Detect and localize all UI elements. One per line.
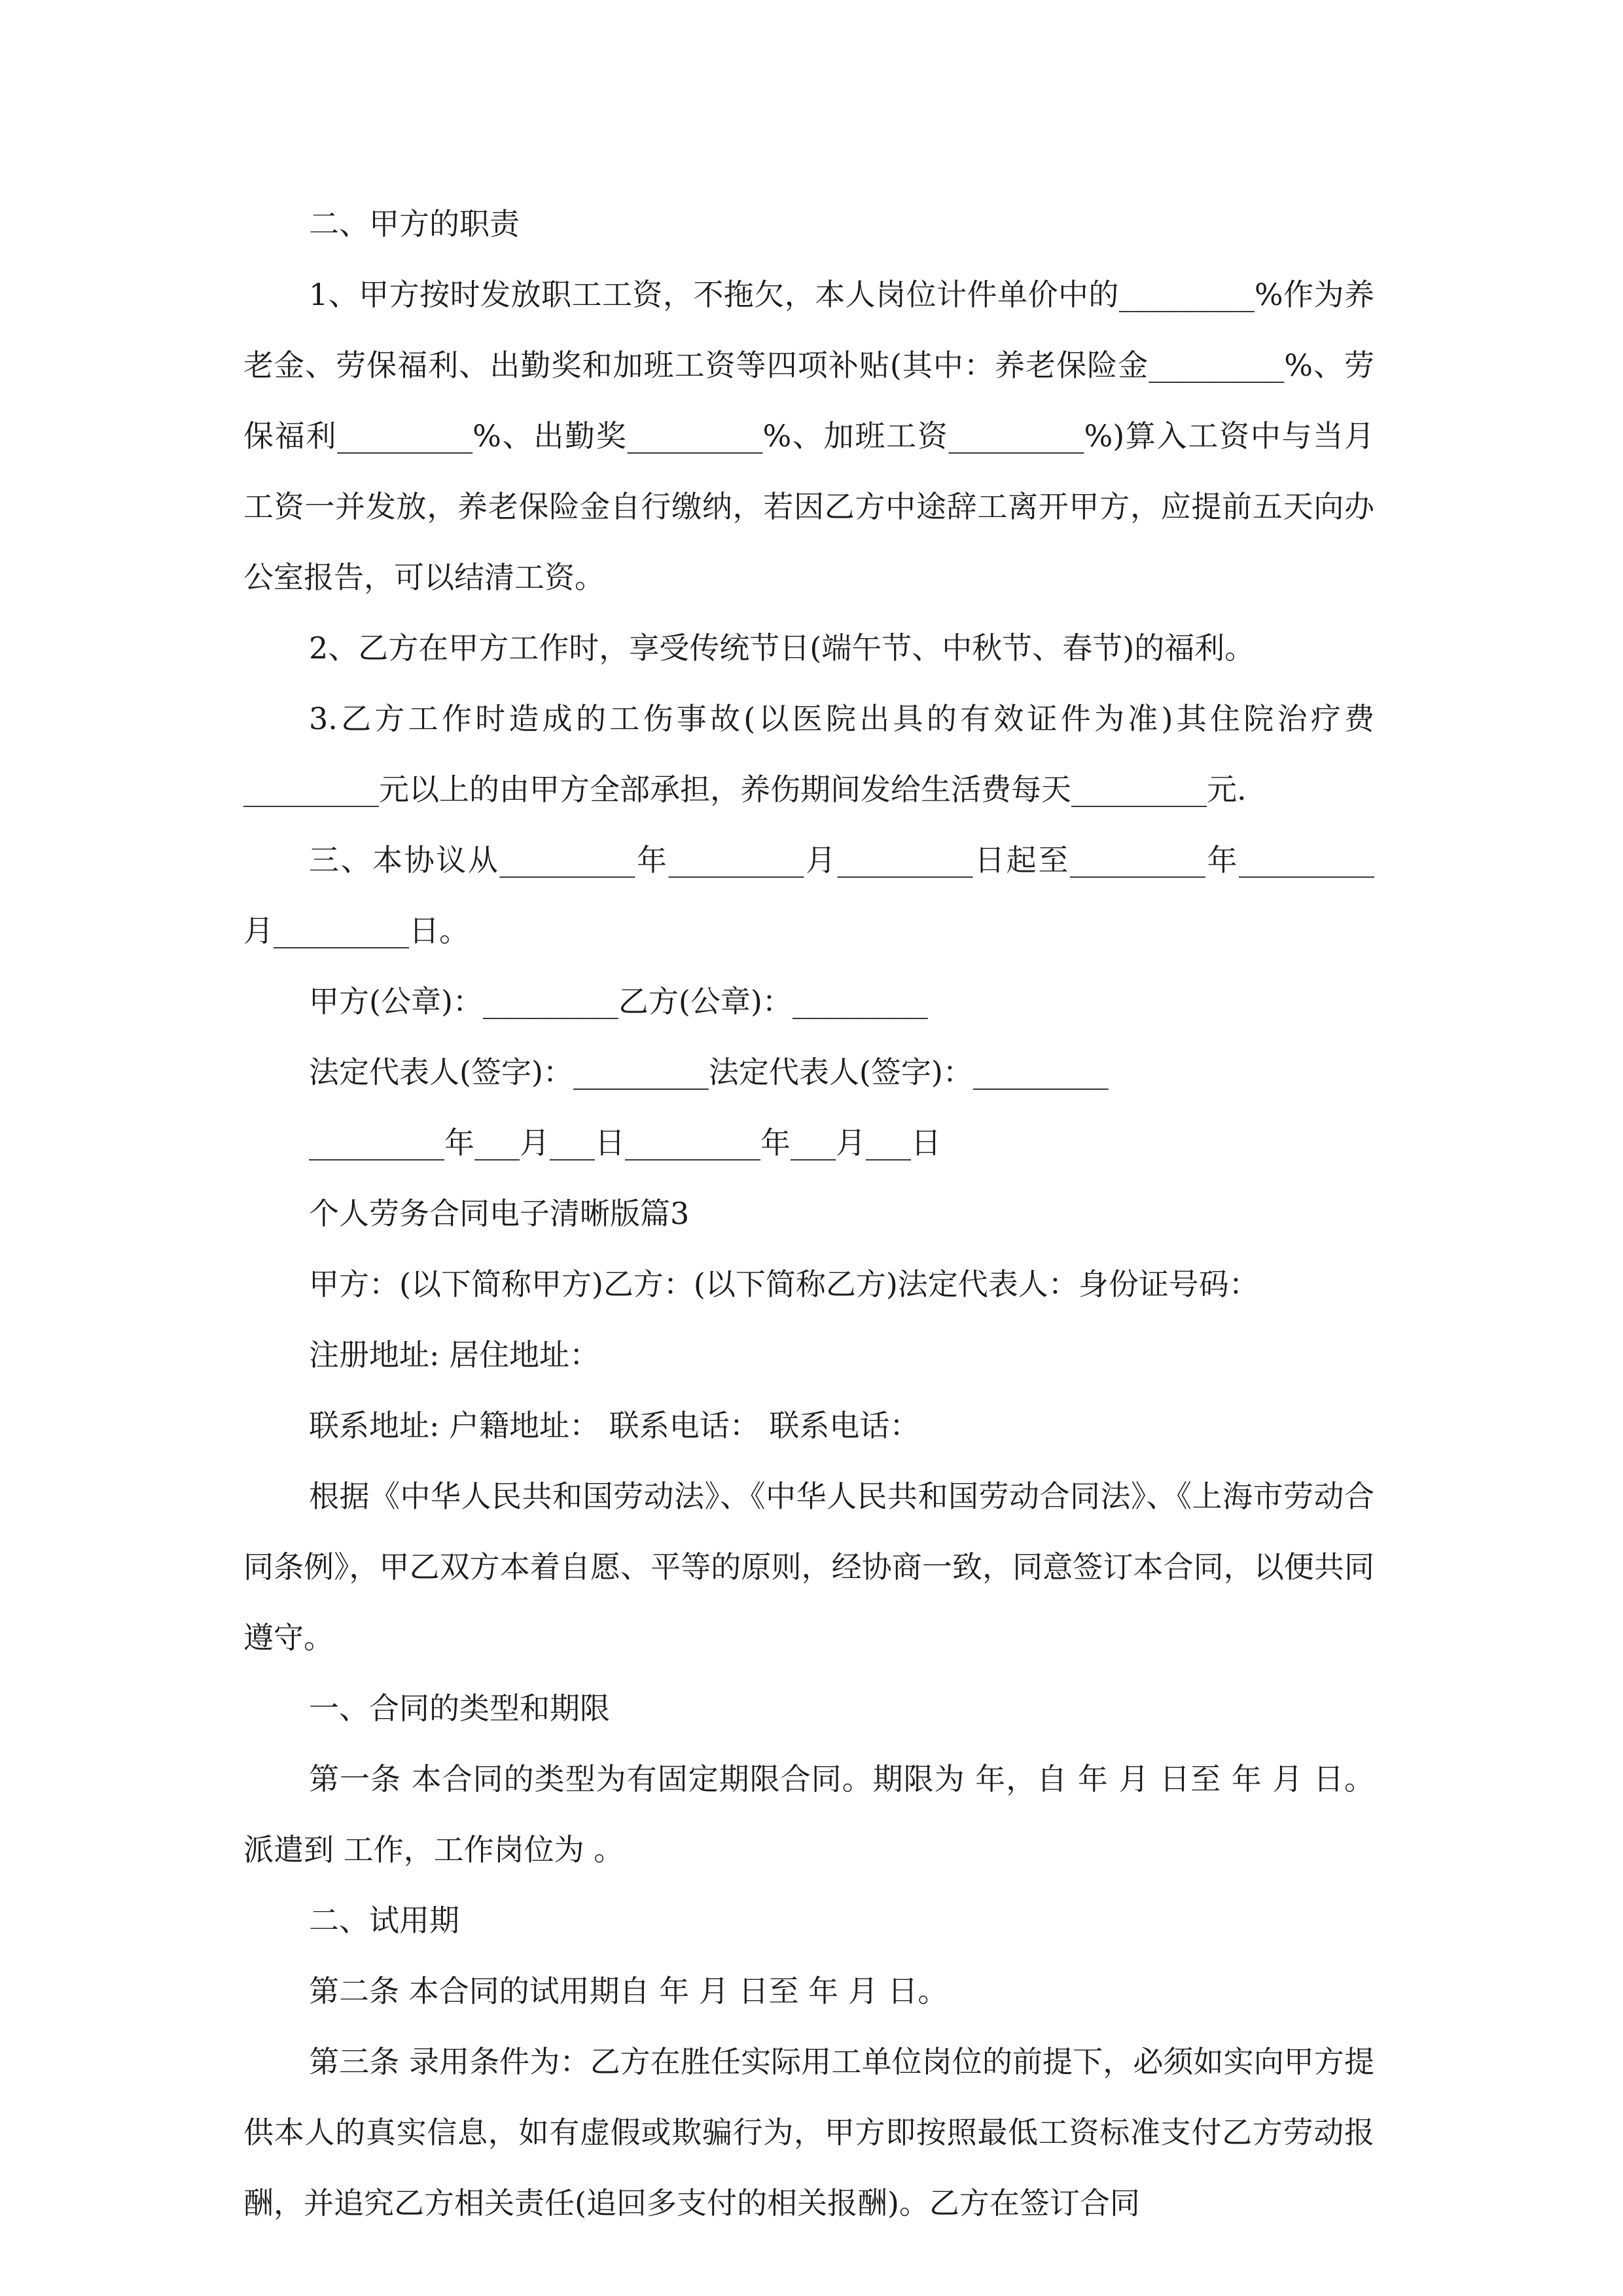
section-agreement-term: 三、本协议从_________年_________月_________日起至_________年_________月_________日。 — [243, 842, 1374, 948]
signature-representative-line: 法定代表人(签字)：_________法定代表人(签字)：_________ — [309, 1054, 1109, 1090]
parties-line: 甲方：(以下简称甲方)乙方：(以下简称乙方)法定代表人：身份证号码： — [309, 1266, 1259, 1302]
section-heading-probation: 二、试用期 — [309, 1903, 459, 1938]
section-heading-contract-type: 一、合同的类型和期限 — [309, 1691, 610, 1726]
clause-holiday-benefits: 2、乙方在甲方工作时，享受传统节日(端午节、中秋节、春节)的福利。 — [309, 630, 1255, 666]
legal-basis-paragraph: 根据《中华人民共和国劳动法》、《中华人民共和国劳动合同法》、《上海市劳动合同条例》，甲乙双方本着自愿、平等的原则，经协商一致，同意签订本合同，以便共同遵守。 — [243, 1479, 1374, 1655]
clause-wage-payment: 1、甲方按时发放职工工资，不拖欠，本人岗位计件单价中的_________%作为养老金、劳保福利、出勤奖和加班工资等四项补贴(其中：养老保险金_________%、劳保福利_________%、出勤奖_________%、加班工资_________%)算入工资中与当月工资一并发放，养老保险金自行缴纳，若因乙方中途辞工离开甲方，应提前五天向办公室报告，可以结清工资。 — [243, 277, 1374, 595]
contact-address-line: 联系地址: 户籍地址： 联系电话： 联系电话： — [309, 1408, 920, 1443]
signature-date-line: _________年___月___日_________年___月___日 — [309, 1125, 941, 1160]
section-heading-party-a-duties: 二、甲方的职责 — [309, 206, 520, 242]
registered-address-line: 注册地址: 居住地址： — [309, 1337, 600, 1372]
article-title: 个人劳务合同电子清晰版篇3 — [309, 1196, 690, 1231]
article-two: 第二条 本合同的试用期自 年 月 日至 年 月 日。 — [309, 1973, 948, 2009]
article-three: 第三条 录用条件为：乙方在胜任实际用工单位岗位的前提下，必须如实向甲方提供本人的真实信息，如有虚假或欺骗行为，甲方即按照最低工资标准支付乙方劳动报酬，并追究乙方相关责任(追回多支付的相关报酬)。乙方在签订合同 — [243, 2044, 1374, 2221]
signature-seal-line: 甲方(公章)：_________乙方(公章)：_________ — [309, 984, 928, 1019]
article-one: 第一条 本合同的类型为有固定期限合同。期限为 年，自 年 月 日至 年 月 日。派遣到 工作，工作岗位为 。 — [243, 1761, 1374, 1867]
clause-work-injury: 3.乙方工作时造成的工伤事故(以医院出具的有效证件为准)其住院治疗费_________元以上的由甲方全部承担，养伤期间发给生活费每天_________元. — [243, 701, 1374, 807]
document-body — [243, 188, 1374, 2238]
